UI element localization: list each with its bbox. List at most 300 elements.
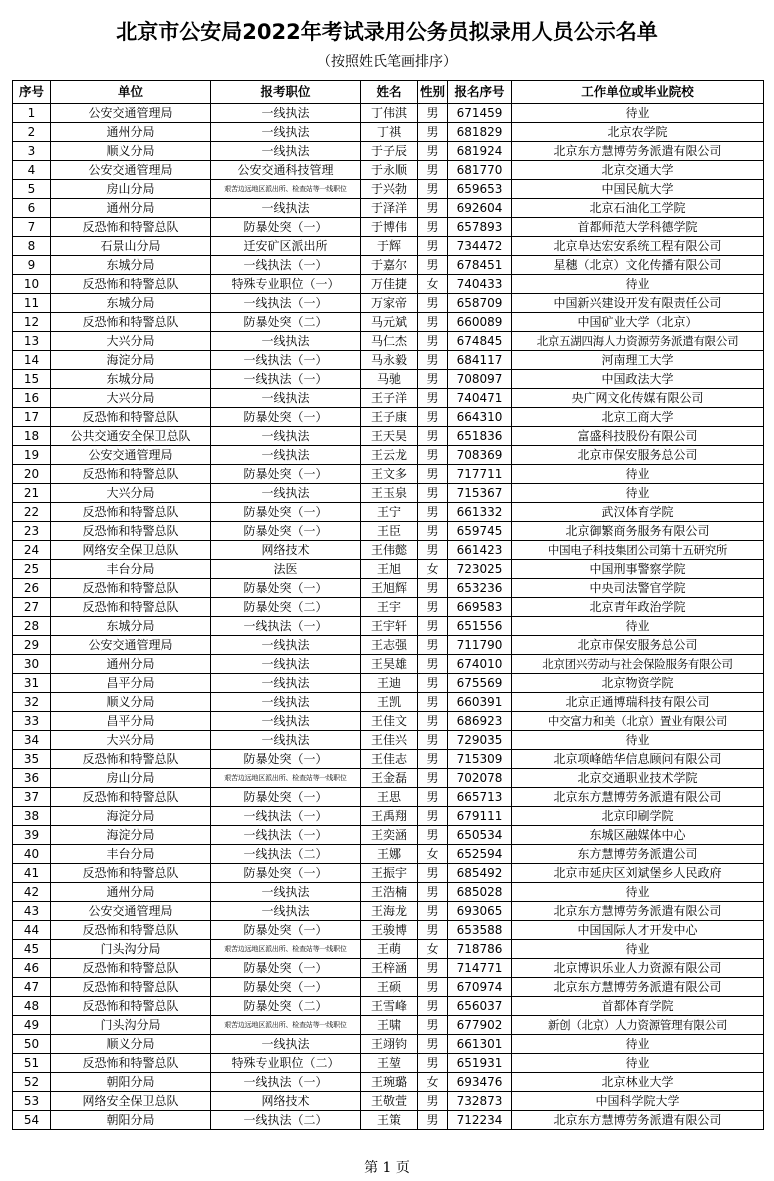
unit-cell: 公安交通管理局 (51, 636, 211, 655)
registration-number-cell: 718786 (448, 940, 512, 959)
gender-cell: 男 (418, 864, 448, 883)
table-row (13, 902, 764, 921)
table-row (13, 655, 764, 674)
registration-number-cell: 715367 (448, 484, 512, 503)
row-index: 12 (13, 313, 51, 332)
position-cell: 一线执法（二） (211, 1111, 361, 1130)
position-cell: 艰苦边远地区派出所、检查站等一线职位 (211, 769, 361, 788)
position-cell: 一线执法（一） (211, 1073, 361, 1092)
name-cell: 王雪峰 (361, 997, 418, 1016)
workplace-cell: 北京五湖四海人力资源劳务派遣有限公司 (512, 332, 764, 351)
table-row (13, 693, 764, 712)
gender-cell: 女 (418, 275, 448, 294)
gender-cell: 男 (418, 427, 448, 446)
position-cell: 防暴处突（一） (211, 218, 361, 237)
table-row (13, 826, 764, 845)
name-cell: 于永顺 (361, 161, 418, 180)
table-row (13, 522, 764, 541)
registration-number-cell: 693476 (448, 1073, 512, 1092)
workplace-cell: 星穗（北京）文化传播有限公司 (512, 256, 764, 275)
page-number: 第 1 页 (364, 1160, 410, 1176)
registration-number-cell: 671459 (448, 104, 512, 123)
name-cell: 马仁杰 (361, 332, 418, 351)
gender-cell: 男 (418, 465, 448, 484)
table-row (13, 199, 764, 218)
workplace-cell: 待业 (512, 617, 764, 636)
workplace-cell: 北京交通大学 (512, 161, 764, 180)
name-cell: 王梓涵 (361, 959, 418, 978)
gender-cell: 男 (418, 123, 448, 142)
row-index: 43 (13, 902, 51, 921)
row-index: 20 (13, 465, 51, 484)
table-row (13, 294, 764, 313)
unit-cell: 东城分局 (51, 294, 211, 313)
unit-cell: 通州分局 (51, 883, 211, 902)
registration-number-cell: 661423 (448, 541, 512, 560)
name-cell: 丁伟淇 (361, 104, 418, 123)
gender-cell: 男 (418, 579, 448, 598)
table-row (13, 256, 764, 275)
registration-number-cell: 692604 (448, 199, 512, 218)
name-cell: 王海龙 (361, 902, 418, 921)
workplace-cell: 中国民航大学 (512, 180, 764, 199)
workplace-cell: 新创（北京）人力资源管理有限公司 (512, 1016, 764, 1035)
row-index: 24 (13, 541, 51, 560)
workplace-cell: 待业 (512, 1035, 764, 1054)
name-cell: 于嘉尔 (361, 256, 418, 275)
gender-cell: 男 (418, 313, 448, 332)
name-cell: 万家帝 (361, 294, 418, 313)
registration-number-cell: 656037 (448, 997, 512, 1016)
row-index: 23 (13, 522, 51, 541)
unit-cell: 东城分局 (51, 617, 211, 636)
gender-cell: 男 (418, 598, 448, 617)
registration-number-cell: 674010 (448, 655, 512, 674)
unit-cell: 大兴分局 (51, 332, 211, 351)
table-body (13, 104, 764, 1130)
position-cell: 一线执法 (211, 446, 361, 465)
gender-cell: 男 (418, 142, 448, 161)
row-index: 26 (13, 579, 51, 598)
gender-cell: 男 (418, 370, 448, 389)
registration-number-cell: 681829 (448, 123, 512, 142)
name-cell: 丁祺 (361, 123, 418, 142)
name-cell: 王奕涵 (361, 826, 418, 845)
unit-cell: 大兴分局 (51, 484, 211, 503)
unit-cell: 通州分局 (51, 123, 211, 142)
name-cell: 王金磊 (361, 769, 418, 788)
roster-table (12, 80, 764, 1130)
workplace-cell: 北京市延庆区刘斌堡乡人民政府 (512, 864, 764, 883)
gender-cell: 男 (418, 161, 448, 180)
position-cell: 一线执法（一） (211, 351, 361, 370)
position-cell: 艰苦边远地区派出所、检查站等一线职位 (211, 1016, 361, 1035)
row-index: 17 (13, 408, 51, 427)
unit-cell: 公安交通管理局 (51, 902, 211, 921)
position-cell: 一线执法 (211, 104, 361, 123)
gender-cell: 女 (418, 560, 448, 579)
registration-number-cell: 714771 (448, 959, 512, 978)
position-cell: 防暴处突（二） (211, 997, 361, 1016)
workplace-cell: 中国国际人才开发中心 (512, 921, 764, 940)
position-cell: 一线执法 (211, 902, 361, 921)
position-cell: 网络技术 (211, 541, 361, 560)
table-row (13, 617, 764, 636)
registration-number-cell: 712234 (448, 1111, 512, 1130)
registration-number-cell: 708097 (448, 370, 512, 389)
registration-number-cell: 732873 (448, 1092, 512, 1111)
unit-cell: 房山分局 (51, 769, 211, 788)
unit-cell: 东城分局 (51, 370, 211, 389)
position-cell: 防暴处突（一） (211, 579, 361, 598)
workplace-cell: 待业 (512, 1054, 764, 1073)
workplace-cell: 东方慧博劳务派遣公司 (512, 845, 764, 864)
table-row (13, 313, 764, 332)
table-row (13, 636, 764, 655)
unit-cell: 昌平分局 (51, 674, 211, 693)
workplace-cell: 北京东方慧博劳务派遣有限公司 (512, 902, 764, 921)
table-row (13, 484, 764, 503)
workplace-cell: 北京东方慧博劳务派遣有限公司 (512, 978, 764, 997)
unit-cell: 大兴分局 (51, 389, 211, 408)
unit-cell: 公安交通管理局 (51, 161, 211, 180)
gender-cell: 男 (418, 636, 448, 655)
page-title: 北京市公安局2022年考试录用公务员拟录用人员公示名单 (116, 20, 658, 44)
row-index: 44 (13, 921, 51, 940)
gender-cell: 男 (418, 902, 448, 921)
unit-cell: 通州分局 (51, 199, 211, 218)
table-row (13, 1111, 764, 1130)
table-row (13, 503, 764, 522)
name-cell: 王伟懿 (361, 541, 418, 560)
name-cell: 王佳兴 (361, 731, 418, 750)
name-cell: 王子康 (361, 408, 418, 427)
gender-cell: 男 (418, 959, 448, 978)
unit-cell: 大兴分局 (51, 731, 211, 750)
table-row (13, 465, 764, 484)
unit-cell: 反恐怖和特警总队 (51, 218, 211, 237)
workplace-cell: 东城区融媒体中心 (512, 826, 764, 845)
column-header-workplace: 工作单位或毕业院校 (512, 81, 764, 104)
unit-cell: 东城分局 (51, 256, 211, 275)
table-row (13, 940, 764, 959)
gender-cell: 男 (418, 883, 448, 902)
table-row (13, 579, 764, 598)
gender-cell: 男 (418, 750, 448, 769)
name-cell: 马永毅 (361, 351, 418, 370)
gender-cell: 男 (418, 218, 448, 237)
position-cell: 一线执法 (211, 693, 361, 712)
table-row (13, 598, 764, 617)
row-index: 45 (13, 940, 51, 959)
workplace-cell: 中国科学院大学 (512, 1092, 764, 1111)
registration-number-cell: 651556 (448, 617, 512, 636)
unit-cell: 海淀分局 (51, 826, 211, 845)
workplace-cell: 北京博识乐业人力资源有限公司 (512, 959, 764, 978)
name-cell: 王天昊 (361, 427, 418, 446)
registration-number-cell: 664310 (448, 408, 512, 427)
gender-cell: 男 (418, 807, 448, 826)
row-index: 11 (13, 294, 51, 313)
name-cell: 王宁 (361, 503, 418, 522)
registration-number-cell: 653588 (448, 921, 512, 940)
unit-cell: 反恐怖和特警总队 (51, 1054, 211, 1073)
position-cell: 一线执法 (211, 883, 361, 902)
workplace-cell: 北京项峰皓华信息顾问有限公司 (512, 750, 764, 769)
table-row (13, 427, 764, 446)
table-row (13, 845, 764, 864)
gender-cell: 男 (418, 408, 448, 427)
gender-cell: 男 (418, 1035, 448, 1054)
table-row (13, 731, 764, 750)
name-cell: 王啸 (361, 1016, 418, 1035)
unit-cell: 反恐怖和特警总队 (51, 921, 211, 940)
table-row (13, 370, 764, 389)
name-cell: 马驰 (361, 370, 418, 389)
gender-cell: 女 (418, 845, 448, 864)
workplace-cell: 北京阜达宏安系统工程有限公司 (512, 237, 764, 256)
row-index: 46 (13, 959, 51, 978)
row-index: 10 (13, 275, 51, 294)
row-index: 19 (13, 446, 51, 465)
unit-cell: 反恐怖和特警总队 (51, 788, 211, 807)
column-header-position: 报考职位 (211, 81, 361, 104)
position-cell: 一线执法 (211, 731, 361, 750)
registration-number-cell: 669583 (448, 598, 512, 617)
name-cell: 王宇 (361, 598, 418, 617)
gender-cell: 男 (418, 655, 448, 674)
registration-number-cell: 657893 (448, 218, 512, 237)
registration-number-cell: 686923 (448, 712, 512, 731)
position-cell: 防暴处突（一） (211, 978, 361, 997)
unit-cell: 网络安全保卫总队 (51, 1092, 211, 1111)
unit-cell: 丰台分局 (51, 560, 211, 579)
workplace-cell: 中国新兴建设开发有限责任公司 (512, 294, 764, 313)
registration-number-cell: 717711 (448, 465, 512, 484)
position-cell: 特殊专业职位（二） (211, 1054, 361, 1073)
registration-number-cell: 715309 (448, 750, 512, 769)
row-index: 47 (13, 978, 51, 997)
name-cell: 王旭辉 (361, 579, 418, 598)
unit-cell: 顺义分局 (51, 142, 211, 161)
position-cell: 特殊专业职位（一） (211, 275, 361, 294)
row-index: 35 (13, 750, 51, 769)
workplace-cell: 北京石油化工学院 (512, 199, 764, 218)
workplace-cell: 北京林业大学 (512, 1073, 764, 1092)
position-cell: 一线执法 (211, 142, 361, 161)
row-index: 30 (13, 655, 51, 674)
name-cell: 王策 (361, 1111, 418, 1130)
row-index: 32 (13, 693, 51, 712)
table-row (13, 712, 764, 731)
table-row (13, 446, 764, 465)
row-index: 25 (13, 560, 51, 579)
registration-number-cell: 684117 (448, 351, 512, 370)
table-row (13, 123, 764, 142)
registration-number-cell: 653236 (448, 579, 512, 598)
gender-cell: 男 (418, 522, 448, 541)
workplace-cell: 中国矿业大学（北京） (512, 313, 764, 332)
registration-number-cell: 702078 (448, 769, 512, 788)
table-row (13, 750, 764, 769)
name-cell: 于辉 (361, 237, 418, 256)
name-cell: 于子辰 (361, 142, 418, 161)
position-cell: 防暴处突（一） (211, 503, 361, 522)
position-cell: 网络技术 (211, 1092, 361, 1111)
position-cell: 一线执法（一） (211, 370, 361, 389)
position-cell: 一线执法 (211, 636, 361, 655)
row-index: 29 (13, 636, 51, 655)
unit-cell: 反恐怖和特警总队 (51, 959, 211, 978)
workplace-cell: 北京市保安服务总公司 (512, 446, 764, 465)
table-row (13, 674, 764, 693)
gender-cell: 男 (418, 978, 448, 997)
gender-cell: 男 (418, 731, 448, 750)
position-cell: 防暴处突（一） (211, 864, 361, 883)
workplace-cell: 河南理工大学 (512, 351, 764, 370)
table-row (13, 1016, 764, 1035)
position-cell: 一线执法（一） (211, 826, 361, 845)
registration-number-cell: 651836 (448, 427, 512, 446)
position-cell: 防暴处突（二） (211, 313, 361, 332)
name-cell: 王佳志 (361, 750, 418, 769)
position-cell: 一线执法（一） (211, 617, 361, 636)
row-index: 50 (13, 1035, 51, 1054)
workplace-cell: 待业 (512, 484, 764, 503)
workplace-cell: 中交富力和美（北京）置业有限公司 (512, 712, 764, 731)
name-cell: 于泽洋 (361, 199, 418, 218)
unit-cell: 顺义分局 (51, 1035, 211, 1054)
gender-cell: 女 (418, 1073, 448, 1092)
registration-number-cell: 729035 (448, 731, 512, 750)
name-cell: 王硕 (361, 978, 418, 997)
position-cell: 一线执法 (211, 389, 361, 408)
workplace-cell: 北京工商大学 (512, 408, 764, 427)
position-cell: 防暴处突（一） (211, 788, 361, 807)
table-row (13, 332, 764, 351)
name-cell: 于兴勃 (361, 180, 418, 199)
workplace-cell: 北京团兴劳动与社会保险服务有限公司 (512, 655, 764, 674)
position-cell: 艰苦边远地区派出所、检查站等一线职位 (211, 940, 361, 959)
gender-cell: 男 (418, 693, 448, 712)
position-cell: 迁安矿区派出所 (211, 237, 361, 256)
row-index: 13 (13, 332, 51, 351)
position-cell: 防暴处突（一） (211, 408, 361, 427)
registration-number-cell: 723025 (448, 560, 512, 579)
table-row (13, 997, 764, 1016)
column-header-registration-number: 报名序号 (448, 81, 512, 104)
gender-cell: 男 (418, 332, 448, 351)
row-index: 6 (13, 199, 51, 218)
registration-number-cell: 670974 (448, 978, 512, 997)
name-cell: 王琬璐 (361, 1073, 418, 1092)
gender-cell: 男 (418, 541, 448, 560)
registration-number-cell: 678451 (448, 256, 512, 275)
row-index: 27 (13, 598, 51, 617)
row-index: 4 (13, 161, 51, 180)
row-index: 34 (13, 731, 51, 750)
table-row (13, 408, 764, 427)
workplace-cell: 中国电子科技集团公司第十五研究所 (512, 541, 764, 560)
unit-cell: 石景山分局 (51, 237, 211, 256)
name-cell: 王禹翔 (361, 807, 418, 826)
table-row (13, 921, 764, 940)
registration-number-cell: 677902 (448, 1016, 512, 1035)
workplace-cell: 北京物资学院 (512, 674, 764, 693)
registration-number-cell: 665713 (448, 788, 512, 807)
position-cell: 公安交通科技管理 (211, 161, 361, 180)
name-cell: 马元斌 (361, 313, 418, 332)
table-row (13, 1073, 764, 1092)
row-index: 54 (13, 1111, 51, 1130)
workplace-cell: 央广网文化传媒有限公司 (512, 389, 764, 408)
registration-number-cell: 659745 (448, 522, 512, 541)
row-index: 22 (13, 503, 51, 522)
workplace-cell: 北京农学院 (512, 123, 764, 142)
name-cell: 王佳文 (361, 712, 418, 731)
name-cell: 王娜 (361, 845, 418, 864)
unit-cell: 海淀分局 (51, 807, 211, 826)
position-cell: 防暴处突（一） (211, 921, 361, 940)
table-row (13, 161, 764, 180)
unit-cell: 公安交通管理局 (51, 446, 211, 465)
unit-cell: 反恐怖和特警总队 (51, 503, 211, 522)
row-index: 52 (13, 1073, 51, 1092)
workplace-cell: 北京正通博瑞科技有限公司 (512, 693, 764, 712)
gender-cell: 男 (418, 1016, 448, 1035)
workplace-cell: 北京市保安服务总公司 (512, 636, 764, 655)
name-cell: 王堃 (361, 1054, 418, 1073)
position-cell: 一线执法 (211, 484, 361, 503)
name-cell: 王浩楠 (361, 883, 418, 902)
unit-cell: 公安交通管理局 (51, 104, 211, 123)
row-index: 1 (13, 104, 51, 123)
workplace-cell: 北京东方慧博劳务派遣有限公司 (512, 1111, 764, 1130)
registration-number-cell: 681770 (448, 161, 512, 180)
workplace-cell: 待业 (512, 731, 764, 750)
column-header-gender: 性别 (418, 81, 448, 104)
row-index: 18 (13, 427, 51, 446)
table-row (13, 978, 764, 997)
column-header-index: 序号 (13, 81, 51, 104)
position-cell: 一线执法（二） (211, 845, 361, 864)
gender-cell: 男 (418, 256, 448, 275)
row-index: 15 (13, 370, 51, 389)
name-cell: 王旭 (361, 560, 418, 579)
table-row (13, 104, 764, 123)
position-cell: 一线执法 (211, 674, 361, 693)
workplace-cell: 武汉体育学院 (512, 503, 764, 522)
gender-cell: 男 (418, 1092, 448, 1111)
unit-cell: 门头沟分局 (51, 940, 211, 959)
unit-cell: 门头沟分局 (51, 1016, 211, 1035)
name-cell: 王志强 (361, 636, 418, 655)
registration-number-cell: 674845 (448, 332, 512, 351)
row-index: 8 (13, 237, 51, 256)
table-row (13, 218, 764, 237)
table-header-row (13, 81, 764, 104)
gender-cell: 男 (418, 826, 448, 845)
gender-cell: 男 (418, 617, 448, 636)
registration-number-cell: 661301 (448, 1035, 512, 1054)
table-row (13, 560, 764, 579)
name-cell: 王迪 (361, 674, 418, 693)
workplace-cell: 待业 (512, 465, 764, 484)
name-cell: 王臣 (361, 522, 418, 541)
table-row (13, 180, 764, 199)
row-index: 3 (13, 142, 51, 161)
row-index: 48 (13, 997, 51, 1016)
